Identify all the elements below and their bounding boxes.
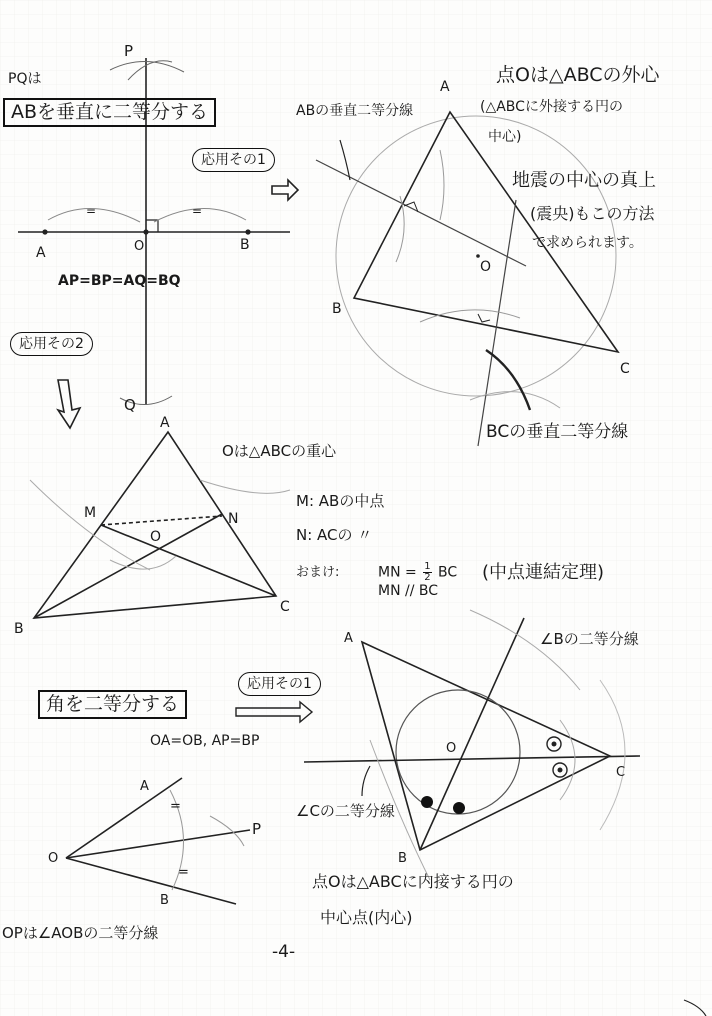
- incenter-point-b: B: [398, 851, 407, 866]
- circumcenter-dot: [476, 254, 480, 258]
- centroid-point-b: B: [14, 621, 24, 637]
- bonus-prefix: おまけ:: [296, 565, 340, 580]
- earthquake-note-line3: で求められます。: [532, 235, 643, 251]
- angle-mark-c1-inner: [552, 742, 557, 747]
- equal-distances-equation: AP=BP=AQ=BQ: [58, 273, 181, 289]
- angle-point-a: A: [140, 779, 149, 794]
- earthquake-note-line1: 地震の中心の真上: [512, 170, 656, 191]
- point-a-label: A: [36, 245, 46, 261]
- incenter-point-o: O: [446, 741, 457, 756]
- fraction-denominator: 2: [424, 572, 431, 583]
- point-b-dot: [246, 230, 250, 234]
- circum-point-a: A: [440, 79, 450, 95]
- midpoint-m-definition: M: ABの中点: [296, 492, 385, 510]
- incenter-heading-line1: 点Oは△ABCに内接する円の: [312, 872, 514, 891]
- tick-mark-left: =: [86, 204, 97, 218]
- point-p-label: P: [124, 42, 134, 60]
- section1-box: ABを垂直に二等分する: [3, 98, 216, 127]
- incenter-point-a: A: [344, 631, 353, 646]
- angle-point-b: B: [160, 893, 169, 908]
- circum-point-b: B: [332, 301, 342, 317]
- angle-mark-b2: [453, 802, 465, 814]
- earthquake-note-line2: (震央)もこの方法: [530, 204, 655, 223]
- point-o-label: O: [134, 239, 145, 254]
- midpoint-n-definition: N: ACの 〃: [296, 526, 373, 544]
- angle-b-bisector-label: ∠Bの二等分線: [540, 630, 639, 648]
- bc-bisector-label: BCの垂直二等分線: [486, 422, 629, 442]
- midline-length: [378, 562, 457, 583]
- angle-equation: OA=OB, AP=BP: [150, 733, 260, 749]
- centroid-point-c: C: [280, 599, 290, 615]
- point-b-label: B: [240, 237, 250, 253]
- tick-mark-right: =: [192, 204, 203, 218]
- angle-bisector-box: 角を二等分する: [38, 690, 187, 719]
- circum-point-c: C: [620, 361, 630, 377]
- page-number: -4-: [272, 942, 296, 962]
- centroid-point-n: N: [228, 511, 239, 527]
- point-a-dot: [43, 230, 47, 234]
- midpoint-theorem: (中点連結定理): [482, 562, 605, 583]
- circumcenter-sub-line2: 中心): [488, 129, 522, 145]
- incenter-heading-line2: 中心点(内心): [320, 908, 413, 927]
- angle-mark-b1: [421, 796, 433, 808]
- point-q-label: Q: [124, 396, 136, 414]
- centroid-point-m: M: [84, 505, 97, 521]
- angle-c-bisector-label: ∠Cの二等分線: [296, 802, 395, 820]
- circumcenter-heading: 点Oは△ABCの外心: [496, 64, 660, 86]
- circum-point-o: O: [480, 259, 492, 275]
- circumcenter-sub-line1: (△ABCに外接する円の: [480, 99, 623, 115]
- incenter-point-c: C: [616, 765, 626, 780]
- section1-title-prefix: PQは: [8, 71, 42, 87]
- application-1-badge: 応用その1: [192, 148, 275, 172]
- application-2-badge: 応用その2: [10, 332, 93, 356]
- angle-application-badge: 応用その1: [238, 672, 321, 696]
- angle-mark-c2-inner: [558, 768, 563, 773]
- centroid-heading: Oは△ABCの重心: [222, 442, 337, 460]
- one-half-fraction: [423, 562, 431, 583]
- midline-right: BC: [438, 564, 458, 581]
- point-o-dot: [144, 230, 148, 234]
- fraction-numerator: 1: [424, 561, 431, 572]
- equal-tick-oa: =: [170, 799, 181, 814]
- angle-point-o: O: [48, 851, 59, 866]
- ab-bisector-label: ABの垂直二等分線: [296, 103, 414, 119]
- centroid-point-a: A: [160, 415, 170, 431]
- equal-tick-ob: =: [178, 865, 189, 880]
- angle-bisector-result: OPは∠AOBの二等分線: [2, 924, 159, 942]
- angle-point-p: P: [252, 820, 262, 838]
- midline-parallel: MN // BC: [378, 583, 439, 599]
- midline-left: MN =: [378, 564, 417, 581]
- centroid-point-o: O: [150, 529, 162, 545]
